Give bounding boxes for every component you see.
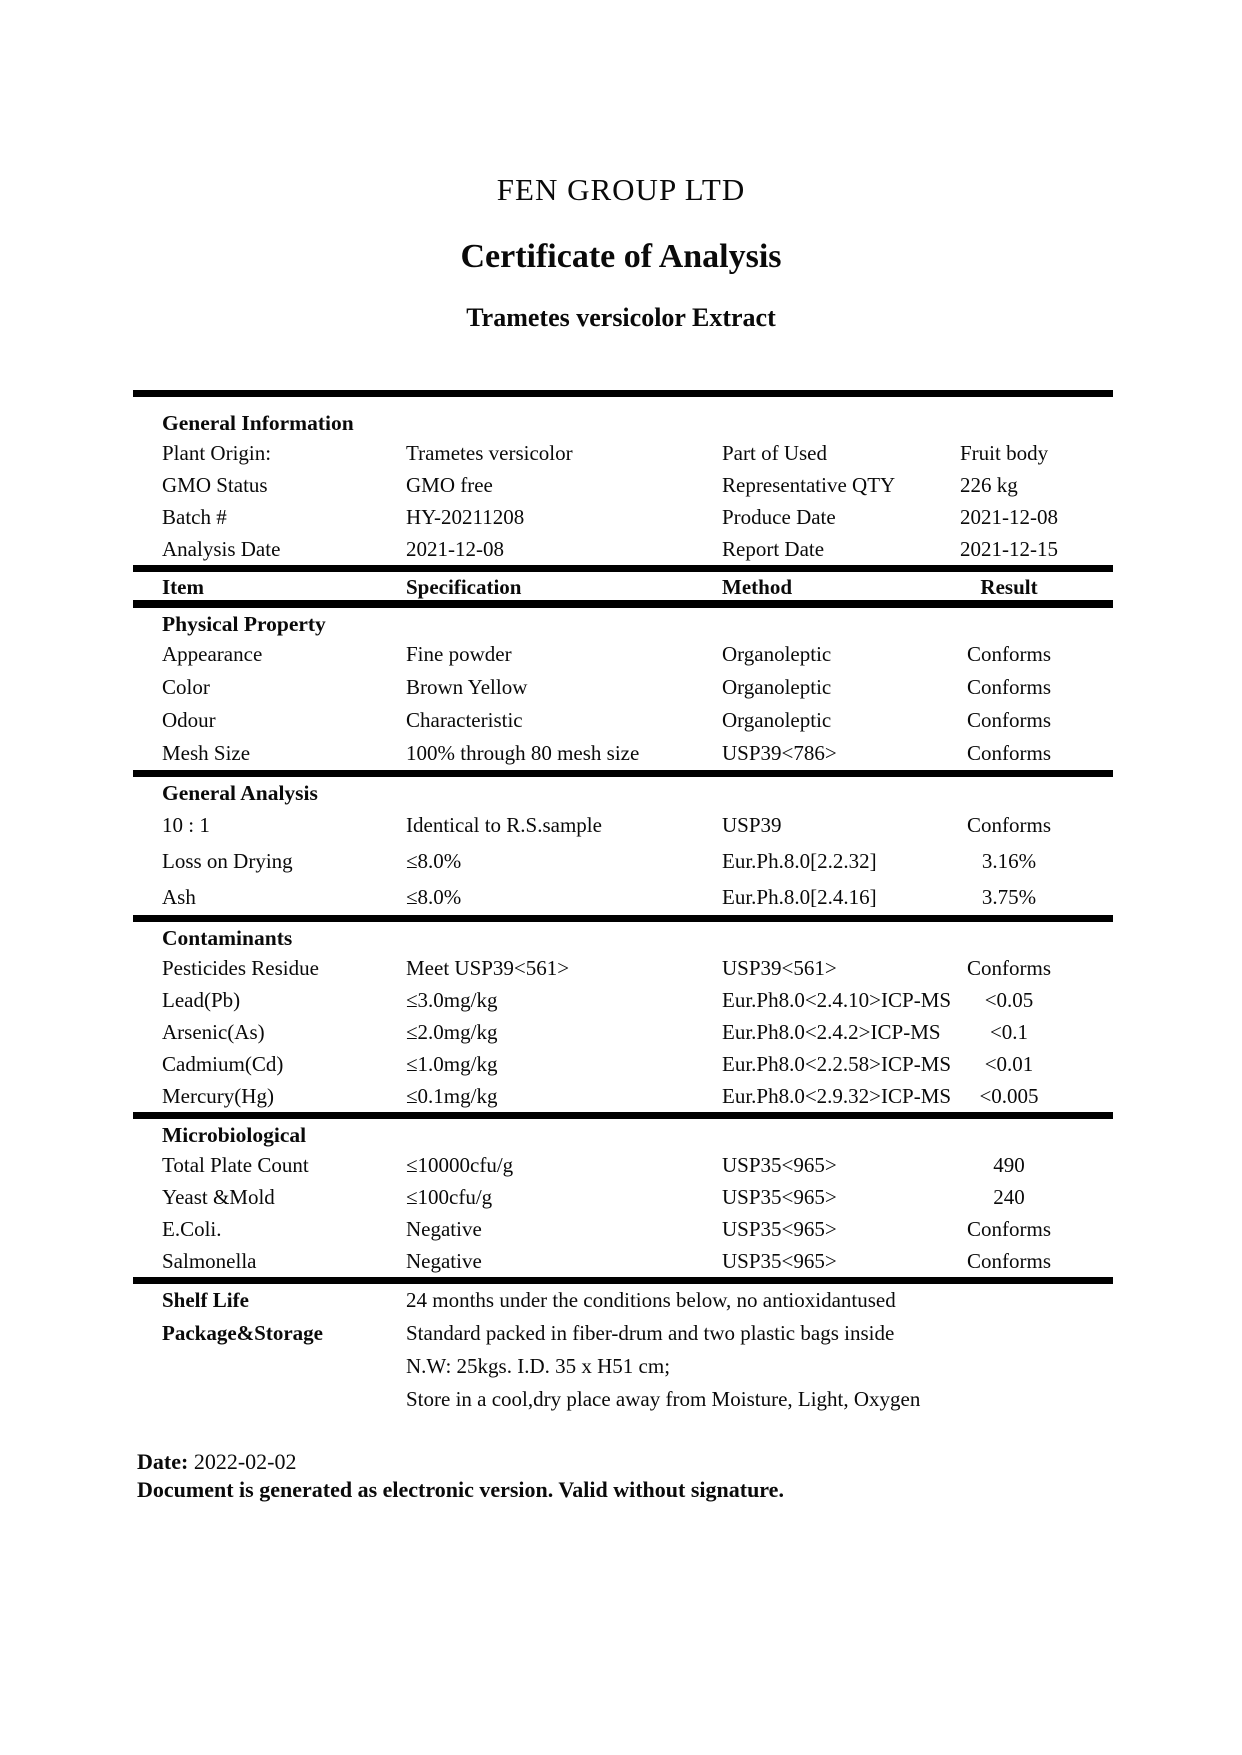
item-cell: Ash xyxy=(162,885,196,909)
specification-cell: Fine powder xyxy=(406,642,512,666)
general-info-row xyxy=(133,437,1113,469)
table-row xyxy=(133,737,1113,770)
specification-cell: ≤2.0mg/kg xyxy=(406,1020,498,1044)
contaminants-rows xyxy=(133,952,1113,1112)
specification-cell: ≤3.0mg/kg xyxy=(406,988,498,1012)
product-name: Trametes versicolor Extract xyxy=(466,303,776,332)
general-info-row xyxy=(133,469,1113,501)
package-storage-value: Standard packed in fiber-drum and two plastic bags inside xyxy=(406,1321,895,1345)
storage-row xyxy=(133,1284,1113,1317)
table-row xyxy=(133,984,1113,1016)
result-cell: 490 xyxy=(993,1153,1025,1177)
shelf-life-label: Shelf Life xyxy=(162,1288,249,1312)
col-header-method: Method xyxy=(722,575,792,599)
storage-row xyxy=(133,1350,1113,1383)
net-weight-value: N.W: 25kgs. I.D. 35 x H51 cm; xyxy=(406,1354,671,1378)
date-value: 2022-02-02 xyxy=(193,1449,297,1474)
col-header-specification: Specification xyxy=(406,575,522,599)
item-cell: E.Coli. xyxy=(162,1217,222,1241)
table-row xyxy=(133,1181,1113,1213)
item-cell: Mesh Size xyxy=(162,741,251,765)
result-cell: Conforms xyxy=(967,675,1051,699)
specification-cell: Characteristic xyxy=(406,708,523,732)
table-row xyxy=(133,879,1113,915)
method-cell: USP39<786> xyxy=(722,741,837,765)
gi-label: Batch # xyxy=(162,505,227,529)
result-cell: Conforms xyxy=(967,708,1051,732)
table-row xyxy=(133,671,1113,704)
table-row xyxy=(133,1245,1113,1277)
physical-property-rows xyxy=(133,638,1113,770)
table-row xyxy=(133,952,1113,984)
horizontal-rule xyxy=(133,390,1113,397)
company-name: FEN GROUP LTD xyxy=(496,172,746,207)
col-header-result: Result xyxy=(980,575,1038,599)
horizontal-rule xyxy=(133,565,1113,572)
method-cell: Organoleptic xyxy=(722,675,832,699)
specification-cell: ≤0.1mg/kg xyxy=(406,1084,498,1108)
storage-row xyxy=(133,1383,1113,1416)
gi-label: Plant Origin: xyxy=(162,441,272,465)
storage-label-empty xyxy=(162,1350,406,1383)
general-info-row xyxy=(133,533,1113,565)
date-line xyxy=(137,1448,784,1476)
method-cell: USP35<965> xyxy=(722,1217,837,1241)
specification-cell: ≤10000cfu/g xyxy=(406,1153,514,1177)
gi-label: Analysis Date xyxy=(162,537,281,561)
specification-cell: Identical to R.S.sample xyxy=(406,813,602,837)
gi-value: HY-20211208 xyxy=(406,505,525,529)
specification-cell: ≤8.0% xyxy=(406,849,462,873)
table-row xyxy=(133,1213,1113,1245)
item-cell: 10 : 1 xyxy=(162,813,210,837)
date-label: Date: xyxy=(137,1449,189,1474)
specification-cell: Negative xyxy=(406,1249,482,1273)
electronic-version-note: Document is generated as electronic version. Valid without signature. xyxy=(137,1477,784,1502)
horizontal-rule xyxy=(133,1112,1113,1119)
contaminants-heading: Contaminants xyxy=(162,926,293,950)
result-cell: Conforms xyxy=(967,1249,1051,1273)
horizontal-rule xyxy=(133,600,1113,608)
method-cell: USP39 xyxy=(722,813,782,837)
item-cell: Color xyxy=(162,675,210,699)
gi-label: Representative QTY xyxy=(722,473,896,497)
horizontal-rule xyxy=(133,915,1113,922)
gi-label: Part of Used xyxy=(722,441,827,465)
storage-row xyxy=(133,1317,1113,1350)
gi-value: GMO free xyxy=(406,473,493,497)
result-cell: Conforms xyxy=(967,956,1051,980)
table-row xyxy=(133,1080,1113,1112)
result-cell: <0.1 xyxy=(989,1020,1029,1044)
specification-cell: ≤100cfu/g xyxy=(406,1185,493,1209)
general-analysis-heading: General Analysis xyxy=(162,781,318,805)
result-cell: <0.01 xyxy=(984,1052,1034,1076)
table-header-row xyxy=(133,572,1113,600)
method-cell: USP35<965> xyxy=(722,1185,837,1209)
table-row xyxy=(133,1016,1113,1048)
table-row xyxy=(133,1149,1113,1181)
specification-cell: ≤1.0mg/kg xyxy=(406,1052,498,1076)
result-cell: Conforms xyxy=(967,1217,1051,1241)
method-cell: USP35<965> xyxy=(722,1249,837,1273)
table-row xyxy=(133,638,1113,671)
horizontal-rule xyxy=(133,1277,1113,1284)
horizontal-rule xyxy=(133,770,1113,777)
method-cell: Eur.Ph.8.0[2.4.16] xyxy=(722,885,877,909)
item-cell: Salmonella xyxy=(162,1249,257,1273)
footer xyxy=(137,1448,784,1504)
microbiological-rows xyxy=(133,1149,1113,1277)
storage-label-empty xyxy=(162,1383,406,1416)
gi-label: Produce Date xyxy=(722,505,836,529)
item-cell: Cadmium(Cd) xyxy=(162,1052,284,1076)
gi-label: Report Date xyxy=(722,537,825,561)
method-cell: Eur.Ph8.0<2.4.2>ICP-MS xyxy=(722,1020,941,1044)
result-cell: <0.05 xyxy=(984,988,1034,1012)
specification-cell: Negative xyxy=(406,1217,482,1241)
general-information-heading: General Information xyxy=(162,411,354,435)
specification-cell: Meet USP39<561> xyxy=(406,956,570,980)
specification-cell: ≤8.0% xyxy=(406,885,462,909)
gi-label: GMO Status xyxy=(162,473,268,497)
item-cell: Pesticides Residue xyxy=(162,956,319,980)
result-cell: 3.75% xyxy=(981,885,1037,909)
method-cell: USP39<561> xyxy=(722,956,837,980)
gi-value: Trametes versicolor xyxy=(406,441,573,465)
general-analysis-rows xyxy=(133,807,1113,915)
gi-value: 2021-12-08 xyxy=(406,537,504,561)
method-cell: Eur.Ph8.0<2.2.58>ICP-MS xyxy=(722,1052,952,1076)
item-cell: Odour xyxy=(162,708,216,732)
specification-cell: 100% through 80 mesh size xyxy=(406,741,640,765)
gi-value: 226 kg xyxy=(960,473,1018,497)
method-cell: Eur.Ph.8.0[2.2.32] xyxy=(722,849,877,873)
physical-property-heading: Physical Property xyxy=(162,612,326,636)
result-cell: Conforms xyxy=(967,813,1051,837)
gi-value: 2021-12-15 xyxy=(960,537,1058,561)
table-row xyxy=(133,1048,1113,1080)
item-cell: Total Plate Count xyxy=(162,1153,309,1177)
result-cell: Conforms xyxy=(967,741,1051,765)
table-row xyxy=(133,843,1113,879)
specification-cell: Brown Yellow xyxy=(406,675,528,699)
storage-conditions-value: Store in a cool,dry place away from Moisture, Light, Oxygen xyxy=(406,1387,921,1411)
microbiological-heading: Microbiological xyxy=(162,1123,307,1147)
method-cell: USP35<965> xyxy=(722,1153,837,1177)
gi-value: Fruit body xyxy=(960,441,1049,465)
item-cell: Appearance xyxy=(162,642,263,666)
gi-value: 2021-12-08 xyxy=(960,505,1058,529)
storage-section xyxy=(133,1284,1113,1416)
result-cell: 240 xyxy=(993,1185,1025,1209)
item-cell: Lead(Pb) xyxy=(162,988,241,1012)
table-row xyxy=(133,704,1113,737)
item-cell: Arsenic(As) xyxy=(162,1020,265,1044)
method-cell: Organoleptic xyxy=(722,708,832,732)
package-storage-label: Package&Storage xyxy=(162,1321,323,1345)
shelf-life-value: 24 months under the conditions below, no antioxidantused xyxy=(406,1288,896,1312)
result-cell: 3.16% xyxy=(981,849,1037,873)
method-cell: Organoleptic xyxy=(722,642,832,666)
result-cell: Conforms xyxy=(967,642,1051,666)
item-cell: Loss on Drying xyxy=(162,849,293,873)
general-info-row xyxy=(133,501,1113,533)
result-cell: <0.005 xyxy=(979,1084,1039,1108)
document-title: Certificate of Analysis xyxy=(460,238,782,275)
item-cell: Yeast &Mold xyxy=(162,1185,275,1209)
table-row xyxy=(133,807,1113,843)
method-cell: Eur.Ph8.0<2.4.10>ICP-MS xyxy=(722,988,952,1012)
item-cell: Mercury(Hg) xyxy=(162,1084,274,1108)
col-header-item: Item xyxy=(162,575,204,599)
coa-table xyxy=(133,390,1113,1416)
method-cell: Eur.Ph8.0<2.9.32>ICP-MS xyxy=(722,1084,952,1108)
